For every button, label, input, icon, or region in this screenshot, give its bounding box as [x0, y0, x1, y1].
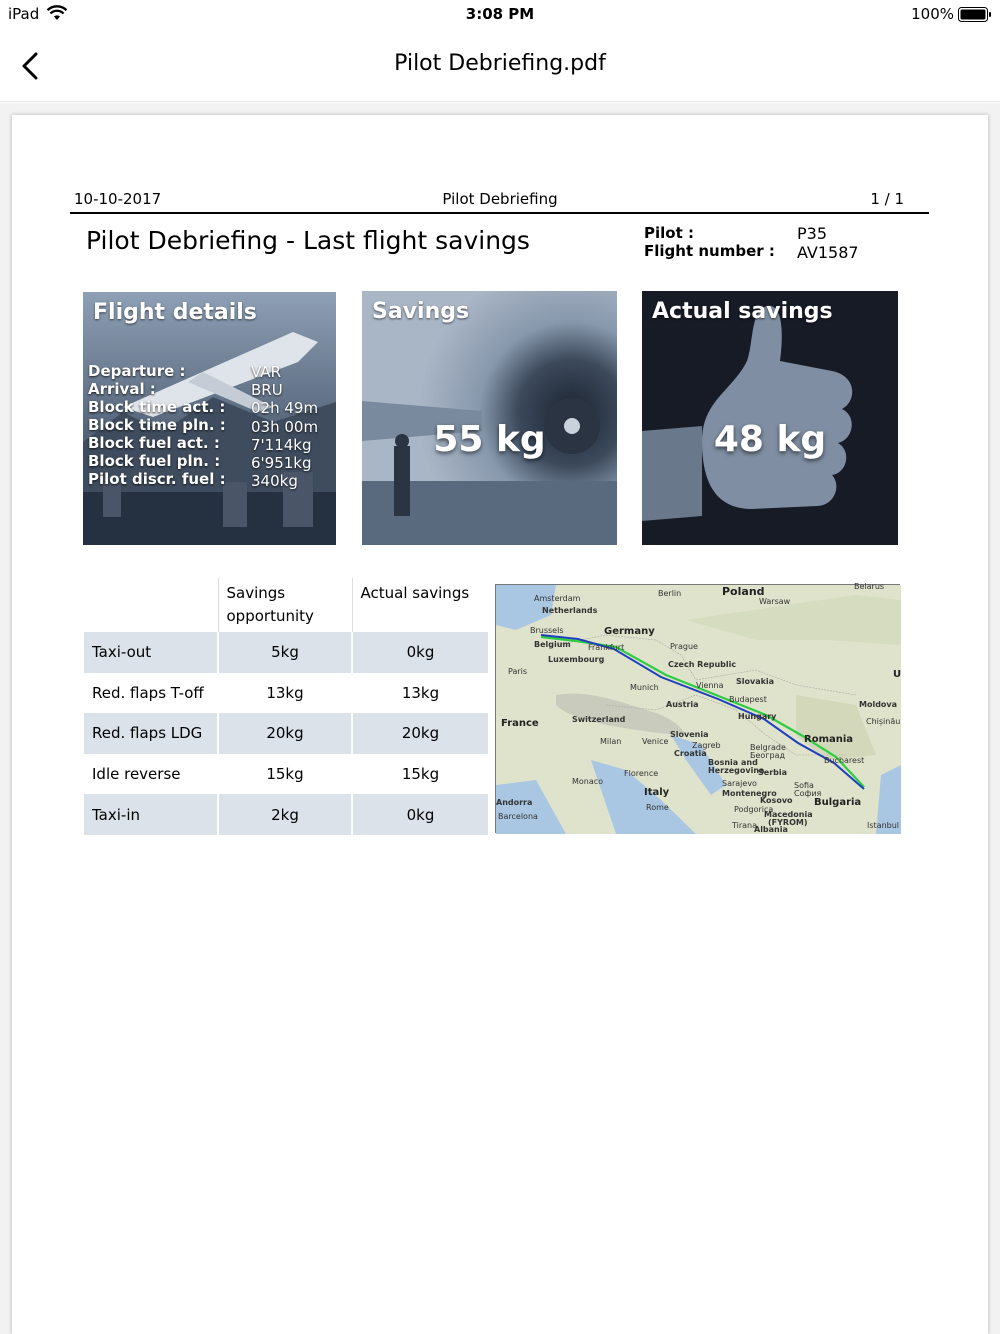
battery-icon: [958, 7, 992, 22]
navigation-bar: [0, 30, 1000, 102]
map-label-amsterdam: Amsterdam: [534, 594, 581, 603]
actual-savings-tile: [642, 291, 898, 545]
map-label-belarus: Belarus: [854, 582, 885, 591]
map-label-brussels: Brussels: [530, 626, 564, 635]
table-row: [84, 673, 488, 714]
map-label-italy: Italy: [644, 787, 670, 798]
jet-engine-photo-icon: [362, 291, 617, 545]
table-row: [84, 713, 488, 754]
map-label-romania: Romania: [804, 734, 854, 745]
departure-label: Departure :: [88, 362, 186, 380]
map-label-tirana: Tirana: [732, 821, 758, 830]
map-label-czech-republic: Czech Republic: [668, 660, 737, 669]
map-label-belgrade: Belgrade: [750, 743, 786, 752]
document-heading: Pilot Debriefing - Last flight savings: [86, 226, 530, 255]
map-label-macedonia: Macedonia: [764, 810, 813, 819]
status-time: 3:08 PM: [465, 5, 535, 23]
map-label-moldova: Moldova: [859, 700, 898, 709]
map-label-milan: Milan: [600, 737, 622, 746]
block-fuel-act-label: Block fuel act. :: [88, 434, 220, 452]
map-label-serbia: Serbia: [758, 768, 787, 777]
table-cell-actual: 20kg: [352, 713, 488, 754]
map-label-hungary: Hungary: [738, 712, 777, 721]
map-label-andorra: Andorra: [496, 798, 533, 807]
map-label-florence: Florence: [624, 769, 659, 778]
block-fuel-pln-value: 6'951kg: [251, 454, 312, 473]
table-cell-category: Taxi-out: [84, 632, 218, 673]
route-map: [495, 584, 900, 833]
map-label-sofia: Sofia: [794, 781, 814, 790]
document-date: 10-10-2017: [74, 190, 162, 208]
map-label-prague: Prague: [670, 642, 698, 651]
pilot-discr-fuel-label: Pilot discr. fuel :: [88, 470, 226, 488]
table-cell-actual: 13kg: [352, 673, 488, 714]
pilot-value: P35: [797, 224, 828, 243]
savings-value: 55 kg: [433, 419, 546, 460]
departure-value: VAR: [251, 363, 281, 381]
page-indicator: 1 / 1: [870, 190, 904, 208]
map-label-belgium: Belgium: [534, 640, 571, 649]
map-label-bulgaria: Bulgaria: [814, 797, 862, 808]
map-label-rome: Rome: [646, 803, 669, 812]
map-label-budapest: Budapest: [729, 695, 767, 704]
actual-savings-title: Actual savings: [652, 299, 833, 324]
map-label-slovakia: Slovakia: [736, 677, 775, 686]
map-label-munich: Munich: [630, 683, 659, 692]
map-label-ukraine: U: [893, 669, 902, 680]
map-label-poland: Poland: [722, 585, 765, 598]
table-row: [84, 754, 488, 795]
battery-percentage: 100%: [911, 5, 954, 23]
table-header-empty: [84, 578, 218, 632]
map-label-venice: Venice: [642, 737, 669, 746]
map-label-istanbul: Istanbul: [867, 821, 900, 830]
flight-meta-values: [797, 224, 859, 262]
map-label-vienna: Vienna: [696, 681, 724, 690]
map-label-frankfurt: Frankfurt: [588, 643, 625, 652]
map-label-germany: Germany: [604, 626, 655, 637]
map-label-sofia-local: София: [794, 789, 822, 798]
flight-number-value: AV1587: [797, 243, 859, 262]
block-time-act-value: 02h 49m: [251, 399, 319, 418]
block-fuel-pln-label: Block fuel pln. :: [88, 452, 221, 470]
map-label-berlin: Berlin: [658, 589, 682, 598]
map-label-sarajevo: Sarajevo: [722, 779, 757, 788]
table-cell-opportunity: 2kg: [218, 794, 352, 835]
table-cell-actual: 0kg: [352, 632, 488, 673]
savings-title: Savings: [372, 299, 470, 324]
map-label-monaco: Monaco: [572, 777, 604, 786]
block-time-pln-value: 03h 00m: [251, 417, 319, 436]
thumbs-up-photo-icon: [642, 291, 898, 545]
flight-details-tile: [83, 292, 336, 545]
pilot-label: Pilot :: [644, 224, 694, 242]
flight-number-label: Flight number :: [644, 242, 775, 260]
table-cell-category: Red. flaps LDG: [84, 713, 218, 754]
table-row: [84, 632, 488, 673]
document-header-title: Pilot Debriefing: [442, 190, 558, 208]
map-label-austria: Austria: [666, 700, 699, 709]
savings-tile: [362, 291, 617, 545]
map-label-belgrade-local: Београд: [750, 751, 786, 760]
map-label-croatia: Croatia: [674, 749, 707, 758]
actual-savings-value: 48 kg: [713, 419, 827, 460]
table-cell-opportunity: 15kg: [218, 754, 352, 795]
table-cell-opportunity: 20kg: [218, 713, 352, 754]
flight-meta-labels: [644, 224, 775, 260]
header-divider: [70, 212, 929, 214]
device-name: iPad: [8, 5, 40, 23]
table-cell-opportunity: 13kg: [218, 673, 352, 714]
savings-table: [84, 578, 488, 835]
map-label-chisinau: Chișinău: [866, 717, 901, 726]
map-label-switzerland: Switzerland: [572, 715, 626, 724]
block-fuel-act-value: 7'114kg: [251, 435, 312, 454]
map-label-fyrom: (FYROM): [768, 818, 808, 827]
map-label-podgorica: Podgorica: [734, 805, 774, 814]
map-label-slovenia: Slovenia: [670, 730, 709, 739]
table-cell-actual: 15kg: [352, 754, 488, 795]
table-header-opportunity: Savings opportunity: [218, 578, 352, 632]
map-label-kosovo: Kosovo: [760, 796, 793, 805]
map-label-paris: Paris: [508, 667, 528, 676]
table-header-actual: Actual savings: [352, 578, 488, 632]
arrival-value: BRU: [251, 381, 283, 400]
map-label-montenegro: Montenegro: [722, 789, 777, 798]
table-header-row: [84, 578, 488, 632]
flight-details-values: [251, 363, 318, 490]
map-label-bucharest: Bucharest: [824, 756, 865, 765]
table-cell-actual: 0kg: [352, 794, 488, 835]
map-label-france: France: [501, 718, 539, 729]
nav-title: Pilot Debriefing.pdf: [394, 51, 606, 76]
map-label-bosnia: Bosnia and: [708, 758, 758, 767]
table-cell-category: Idle reverse: [92, 765, 181, 784]
map-label-barcelona: Barcelona: [498, 812, 538, 821]
flight-details-title: Flight details: [93, 300, 257, 325]
map-label-warsaw: Warsaw: [759, 597, 791, 606]
block-time-act-label: Block time act. :: [88, 398, 226, 416]
map-label-herzegovina: Herzegovina: [708, 766, 765, 775]
arrival-label: Arrival :: [88, 380, 156, 398]
map-label-zagreb: Zagreb: [692, 741, 721, 750]
map-label-netherlands: Netherlands: [542, 606, 598, 615]
table-cell-opportunity: 5kg: [218, 632, 352, 673]
pilot-discr-fuel-value: 340kg: [251, 472, 298, 491]
block-time-pln-label: Block time pln. :: [88, 416, 226, 434]
status-bar: [0, 0, 1000, 30]
flight-details-labels: [88, 362, 226, 488]
table-row: [84, 794, 488, 835]
map-label-albania: Albania: [754, 825, 788, 834]
map-label-luxembourg: Luxembourg: [548, 655, 605, 664]
table-cell-category: Taxi-in: [84, 794, 218, 835]
table-cell-category: Red. flaps T-off: [92, 683, 204, 702]
